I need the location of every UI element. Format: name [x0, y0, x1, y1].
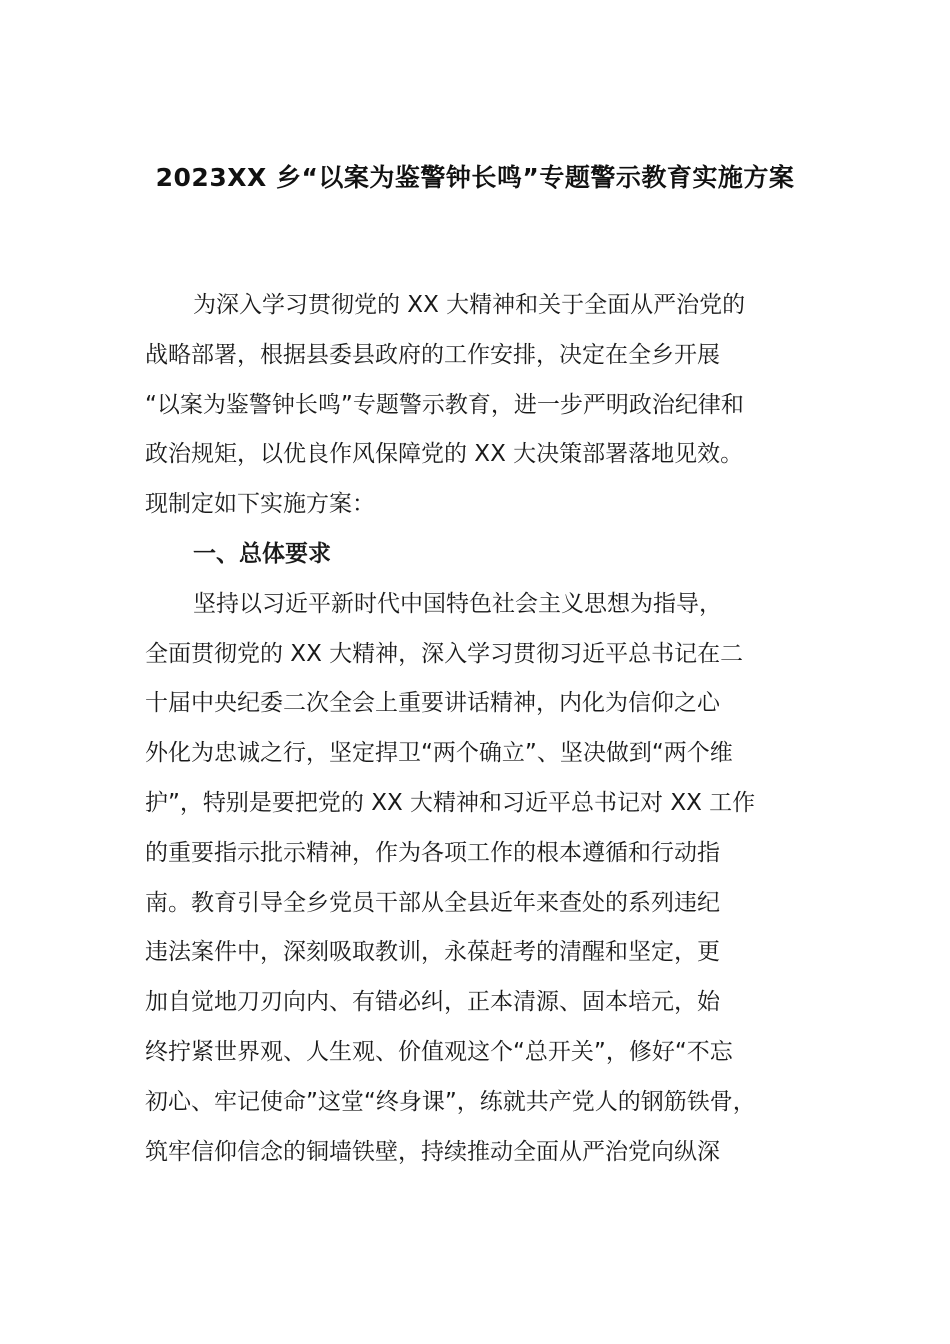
paragraph-line: 政治规矩，以优良作风保障党的 XX 大决策部署落地见效。 — [145, 441, 744, 468]
paragraph-line: 坚持以习近平新时代中国特色社会主义思想为指导， — [193, 590, 722, 617]
paragraph-line: 全面贯彻党的 XX 大精神，深入学习贯彻习近平总书记在二 — [145, 640, 744, 667]
paragraph-line: 违法案件中，深刻吸取教训，永葆赶考的清醒和坚定，更 — [145, 939, 720, 966]
paragraph-line: 为深入学习贯彻党的 XX 大精神和关于全面从严治党的 — [193, 292, 746, 318]
paragraph-line: 现制定如下实施方案： — [145, 491, 375, 518]
document-body — [145, 281, 845, 1177]
paragraph-line: 战略部署，根据县委县政府的工作安排，决定在全乡开展 — [145, 341, 720, 368]
paragraph-line: 南。教育引导全乡党员干部从全县近年来查处的系列违纪 — [145, 889, 720, 916]
document-title: 2023XX 乡“以案为鉴警钟长鸣”专题警示教育实施方案 — [155, 163, 795, 192]
paragraph-line: “以案为鉴警钟长鸣”专题警示教育，进一步严明政治纪律和 — [145, 391, 744, 418]
paragraph-line: 护”，特别是要把党的 XX 大精神和习近平总书记对 XX 工作 — [145, 789, 756, 816]
paragraph-line: 初心、牢记使命”这堂“终身课”，练就共产党人的钢筋铁骨， — [145, 1088, 756, 1115]
paragraph-line: 的重要指示批示精神，作为各项工作的根本遵循和行动指 — [145, 839, 720, 866]
section-heading: 一、总体要求 — [193, 540, 331, 567]
paragraph-line: 筑牢信仰信念的铜墙铁壁，持续推动全面从严治党向纵深 — [145, 1138, 720, 1165]
paragraph-line: 终拧紧世界观、人生观、价值观这个“总开关”，修好“不忘 — [145, 1038, 733, 1065]
paragraph-line: 加自觉地刀刃向内、有错必纠，正本清源、固本培元，始 — [145, 989, 720, 1016]
paragraph-line: 外化为忠诚之行，坚定捍卫“两个确立”、坚决做到“两个维 — [145, 740, 733, 767]
paragraph-line: 十届中央纪委二次全会上重要讲话精神，内化为信仰之心 — [145, 690, 720, 717]
